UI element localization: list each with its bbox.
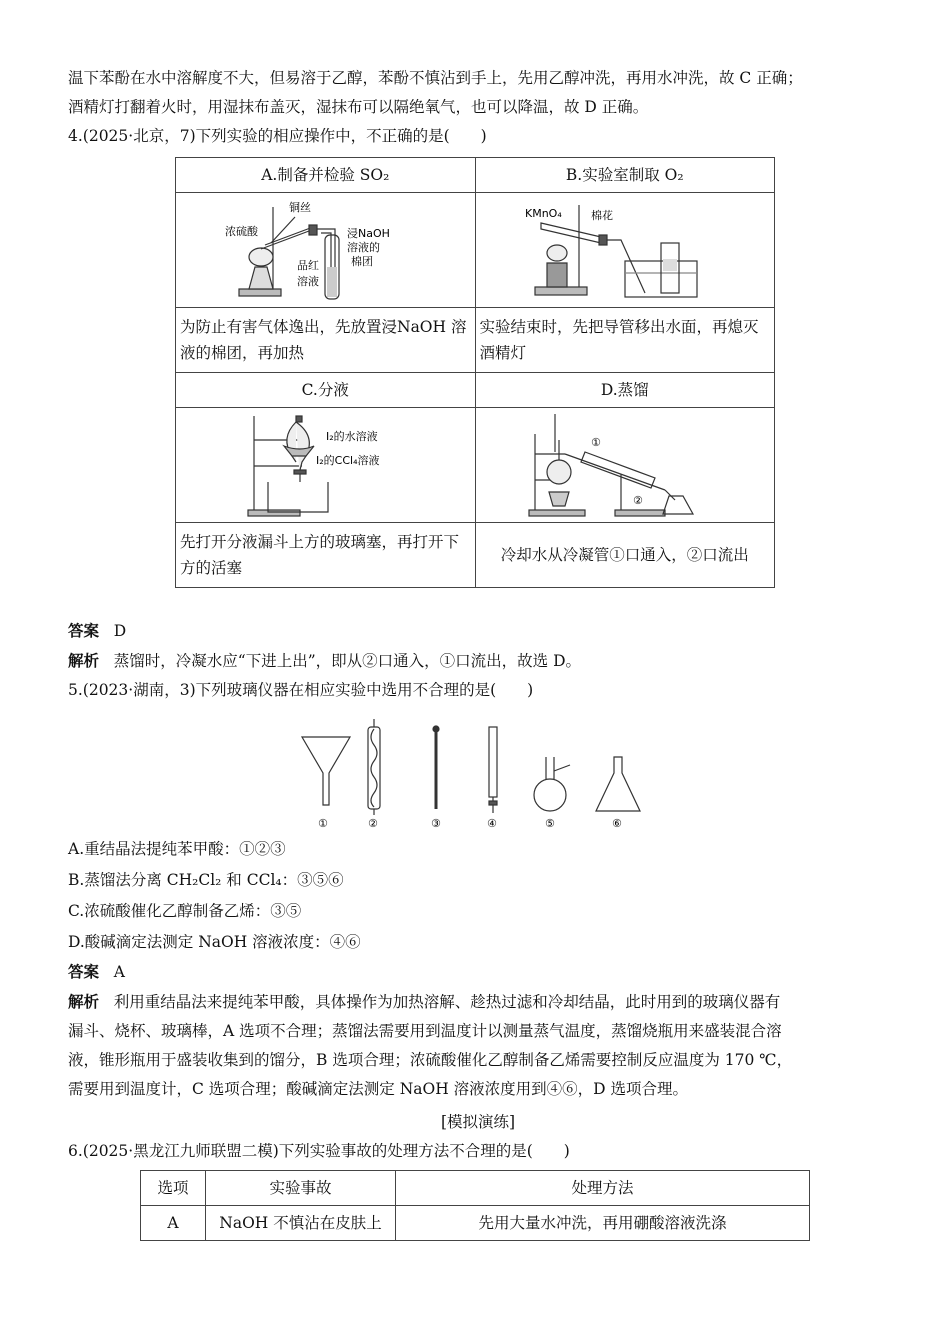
page-content [68,66,888,1241]
q4-b-figure [475,193,775,308]
q5-stem: 5.(2023·湖南，3)下列玻璃仪器在相应实验中选用不合理的是( ) [68,681,534,699]
intro-line-1: 温下苯酚在水中溶解度不大，但易溶于乙醇，苯酚不慎沾到手上，先用乙醇冲洗，再用水冲洗，故 C 正确； [68,69,803,87]
q4-analysis-row [68,648,888,674]
q4-a-text: 为防止有害气体逸出，先放置浸NaOH 溶液的棉团，再加热 [176,308,476,373]
table-row [141,1206,810,1241]
glass-label-3: ③ [431,817,441,830]
glass-label-6: ⑥ [612,817,622,830]
q4-c-title: C.分液 [176,373,476,408]
q4-stem: 4.(2025·北京，7)下列实验的相应操作中，不正确的是( ) [68,127,487,145]
q5-analysis-line-3: 液，锥形瓶用于盛装收集到的馏分，B 选项合理；浓硫酸催化乙醇制备乙烯需要控制反应温度为 170 ℃， [68,1051,793,1069]
q4-a-title: A.制备并检验 SO₂ [176,158,476,193]
q6-header-option: 选项 [141,1171,206,1206]
condenser-spiral [371,729,377,807]
q4-d-figure [475,408,775,523]
q5-analysis-line-4: 需要用到温度计，C 选项合理；酸碱滴定法测定 NaOH 溶液浓度用到④⑥，D 选项合理。 [68,1080,689,1098]
burette-shape [489,727,497,797]
q5-answer-row [68,959,888,985]
intro-line-2: 酒精灯打翻着火时，用湿抹布盖灭，湿抹布可以隔绝氧气，也可以降温，故 D 正确。 [68,98,649,116]
condenser-shape [368,727,380,809]
separatory-funnel-figure [240,410,410,520]
fig-d-label-inlet2: ② [632,494,643,507]
glass-label-2: ② [368,817,378,830]
glassware-figure [298,715,658,831]
q4-c-figure [176,408,476,523]
fig-a-label-pinkred-sol: 溶液 [297,275,320,288]
q6-stem: 6.(2025·黑龙江九师联盟二模)下列实验事故的处理方法不合理的是( ) [68,1142,570,1160]
q6-header-accident: 实验事故 [206,1171,396,1206]
distilling-flask-shape [534,779,566,811]
q4-d-text: 冷却水从冷凝管①口通入，②口流出 [475,523,775,588]
q4-analysis-label: 解析 [68,651,100,670]
q5-answer: A [113,963,125,981]
fig-d-label-inlet1: ① [590,436,601,449]
q4-b-text: 实验结束时，先把导管移出水面，再熄灭酒精灯 [475,308,775,373]
q5-option-a: A.重结晶法提纯苯甲酸：①②③ [68,840,286,858]
fig-a-label-pinkred: 品红 [297,259,320,272]
fig-c-label-ccl4: I₂的CCl₄溶液 [316,454,380,467]
q5-analysis-label: 解析 [68,992,100,1011]
fig-b-label-kmno4: KMnO₄ [524,207,562,220]
fig-a-label-acid: 浓硫酸 [225,225,259,238]
q4-analysis: 蒸馏时，冷凝水应“下进上出”，即从②口通入，①口流出，故选 D。 [113,652,582,670]
so2-apparatus-figure [225,197,425,303]
distillation-figure [525,410,725,520]
section-title: [模拟演练] [440,1113,516,1131]
fig-c-label-water: I₂的水溶液 [326,430,378,443]
fig-a-label-copper: 铜丝 [289,201,312,214]
q4-c-text: 先打开分液漏斗上方的玻璃塞，再打开下方的活塞 [176,523,476,588]
glass-label-5: ⑤ [545,817,555,830]
q5-analysis-line-2: 漏斗、烧杯、玻璃棒，A 选项不合理；蒸馏法需要用到温度计以测量蒸气温度，蒸馏烧瓶用来盛装混合溶 [68,1022,782,1040]
q6-header-row [141,1171,810,1206]
q6-header-method: 处理方法 [396,1171,810,1206]
q4-a-figure [176,193,476,308]
o2-apparatus-figure [525,197,725,303]
q6-row-a-method: 先用大量水冲洗，再用硼酸溶液洗涤 [396,1206,810,1241]
fig-a-label-solution: 溶液的 [347,241,381,254]
q5-analysis-line-1 [68,989,888,1015]
glass-label-4: ④ [487,817,497,830]
q5-analysis-text-1: 利用重结晶法来提纯苯甲酸，具体操作为加热溶解、趁热过滤和冷却结晶，此时用到的玻璃仪器有 [113,993,781,1011]
fig-a-label-naoh: 浸NaOH [347,227,391,240]
erlenmeyer-shape [596,757,640,811]
q4-answer-row [68,618,888,644]
q4-table [175,157,775,588]
q4-answer: D [113,622,127,640]
q6-table [140,1170,810,1241]
fig-a-label-cotton: 棉团 [351,255,374,268]
q5-option-d: D.酸碱滴定法测定 NaOH 溶液浓度：④⑥ [68,933,361,951]
q6-row-a-accident: NaOH 不慎沾在皮肤上 [206,1206,396,1241]
q4-b-title: B.实验室制取 O₂ [475,158,775,193]
glass-label-1: ① [318,817,328,830]
funnel-shape [302,737,350,805]
fig-b-label-cotton: 棉花 [590,209,613,222]
q5-option-c: C.浓硫酸催化乙醇制备乙烯：③⑤ [68,902,302,920]
q4-answer-label: 答案 [68,621,100,640]
q6-row-a-option: A [141,1206,206,1241]
q5-option-b: B.蒸馏法分离 CH₂Cl₂ 和 CCl₄：③⑤⑥ [68,871,344,889]
q5-answer-label: 答案 [68,962,100,981]
q4-d-title: D.蒸馏 [475,373,775,408]
